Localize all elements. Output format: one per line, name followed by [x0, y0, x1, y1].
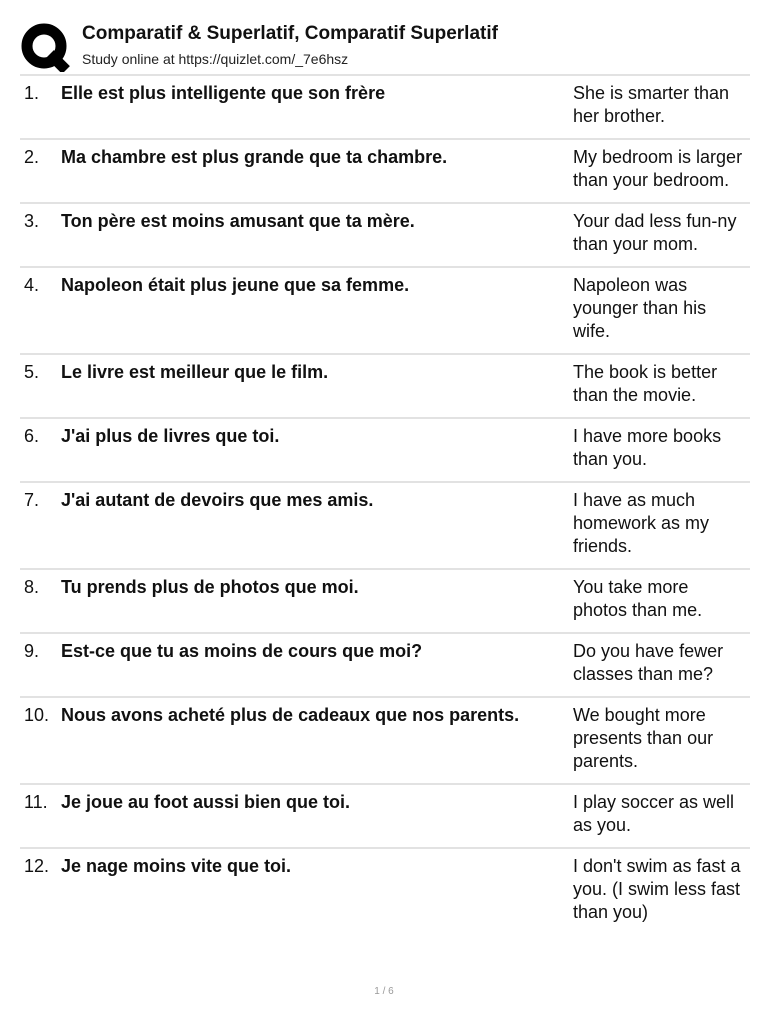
item-number: 3.: [24, 211, 40, 231]
item-term: Napoleon était plus jeune que sa femme.: [61, 275, 410, 295]
flashcard-list: [20, 74, 750, 934]
item-term: Est-ce que tu as moins de cours que moi?: [61, 641, 423, 661]
item-term: Tu prends plus de photos que moi.: [61, 577, 359, 597]
study-online-link[interactable]: Study online at https://quizlet.com/_7e6hsz: [82, 51, 349, 67]
list-item: [20, 419, 750, 483]
item-definition: Your dad less fun-ny than your mom.: [573, 211, 737, 254]
item-number: 2.: [24, 147, 40, 167]
item-term: Le livre est meilleur que le film.: [61, 362, 329, 382]
item-definition: Napoleon was younger than his wife.: [573, 275, 707, 341]
item-term: J'ai autant de devoirs que mes amis.: [61, 490, 374, 510]
item-term: Je nage moins vite que toi.: [61, 856, 292, 876]
item-number: 5.: [24, 362, 40, 382]
item-definition: You take more photos than me.: [573, 577, 703, 620]
list-item: [20, 268, 750, 355]
item-definition: My bedroom is larger than your bedroom.: [573, 147, 743, 190]
list-item: [20, 140, 750, 204]
item-number: 11.: [24, 792, 48, 812]
item-number: 12.: [24, 856, 50, 876]
list-item: [20, 849, 750, 934]
page-indicator: 1 / 6: [374, 986, 394, 997]
list-item: [20, 76, 750, 140]
item-number: 4.: [24, 275, 40, 295]
item-term: Je joue au foot aussi bien que toi.: [61, 792, 351, 812]
item-number: 1.: [24, 83, 40, 103]
item-definition: We bought more presents than our parents.: [573, 705, 714, 771]
item-term: Ton père est moins amusant que ta mère.: [61, 211, 415, 231]
item-definition: I don't swim as fast a you. (I swim less fast than you): [573, 856, 741, 922]
list-item: [20, 785, 750, 849]
item-number: 8.: [24, 577, 40, 597]
quizlet-q-icon: [20, 22, 72, 72]
list-item: [20, 483, 750, 570]
item-definition: I have as much homework as my friends.: [573, 490, 710, 556]
item-term: J'ai plus de livres que toi.: [61, 426, 280, 446]
item-definition: Do you have fewer classes than me?: [573, 641, 724, 684]
list-item: [20, 570, 750, 634]
item-term: Nous avons acheté plus de cadeaux que nos parents.: [61, 705, 520, 725]
list-item: [20, 698, 750, 785]
document-header: [20, 20, 750, 72]
item-definition: She is smarter than her brother.: [573, 83, 730, 126]
item-number: 6.: [24, 426, 40, 446]
document-title: Comparatif & Superlatif, Comparatif Superlatif: [82, 23, 498, 44]
list-item: [20, 355, 750, 419]
item-definition: The book is better than the movie.: [573, 362, 718, 405]
item-term: Ma chambre est plus grande que ta chambre.: [61, 147, 448, 167]
item-definition: I play soccer as well as you.: [573, 792, 735, 835]
item-number: 7.: [24, 490, 40, 510]
item-term: Elle est plus intelligente que son frère: [61, 83, 386, 103]
item-number: 10.: [24, 705, 50, 725]
list-item: [20, 634, 750, 698]
item-definition: I have more books than you.: [573, 426, 722, 469]
item-number: 9.: [24, 641, 40, 661]
list-item: [20, 204, 750, 268]
